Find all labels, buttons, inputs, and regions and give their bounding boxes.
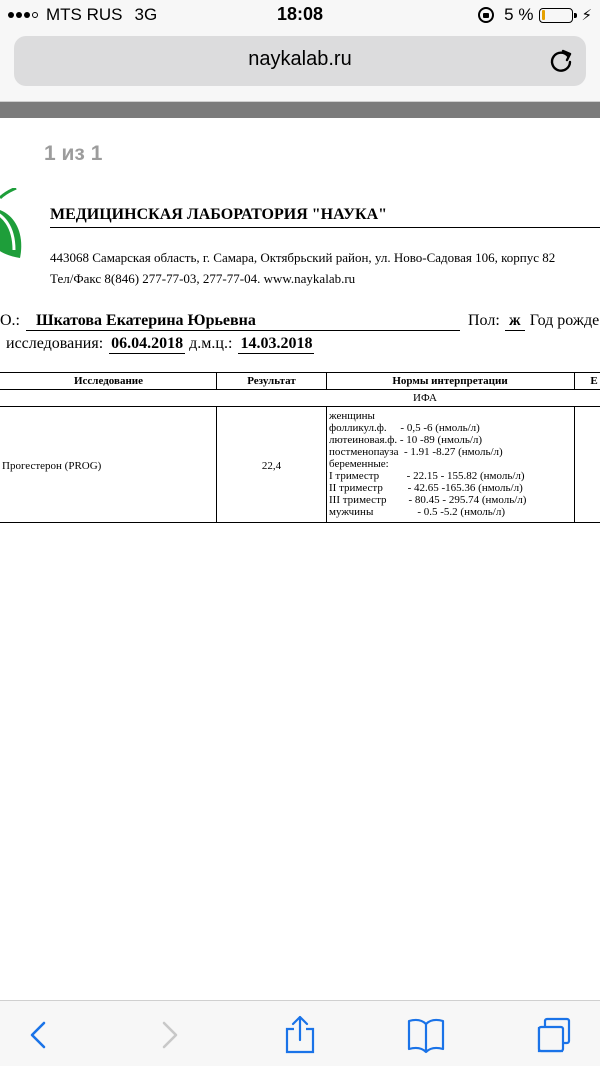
dates-line — [6, 335, 314, 354]
lab-name: МЕДИЦИНСКАЯ ЛАБОРАТОРИЯ "НАУКА" — [50, 206, 388, 223]
status-bar — [0, 0, 600, 30]
table-row — [0, 407, 600, 523]
birth-year-label: Год рожде — [529, 312, 600, 329]
back-icon[interactable] — [18, 1015, 58, 1055]
battery-percent: 5 % — [504, 5, 534, 24]
forward-icon[interactable] — [150, 1015, 190, 1055]
norm-line: мужчины - 0.5 -5.2 (нмоль/л) — [329, 506, 505, 518]
tabs-icon[interactable] — [534, 1015, 574, 1055]
sex-label: Пол: — [468, 312, 500, 329]
address-bar[interactable] — [14, 36, 586, 86]
table-header — [0, 373, 600, 390]
network-type: 3G — [134, 5, 158, 24]
header-rule — [50, 227, 600, 228]
page-counter: 1 из 1 — [44, 142, 103, 165]
study-name: Прогестерон (PROG) — [2, 460, 102, 472]
lab-phone: Тел/Факс 8(846) 277-77-03, 277-77-04. www.naykalab.ru — [50, 271, 356, 286]
group-row — [0, 390, 600, 407]
norm-line: лютеиновая.ф. - 10 -89 (нмоль/л) — [329, 434, 483, 446]
share-icon[interactable] — [280, 1015, 320, 1055]
norm-line: III триместр - 80.45 - 295.74 (нмоль/л) — [329, 494, 527, 506]
norm-line: беременные: — [329, 458, 389, 470]
patient-name: Шкатова Екатерина Юрьевна — [26, 312, 460, 331]
lab-address: 443068 Самарская область, г. Самара, Октябрьский район, ул. Ново-Садовая 106, корпус 82 — [50, 250, 556, 265]
clock: 18:08 — [276, 4, 324, 24]
page-separator — [0, 102, 600, 118]
reference-ranges — [329, 410, 526, 518]
lmp-label: д.м.ц.: — [189, 335, 233, 352]
group-label: ИФА — [413, 392, 437, 404]
status-right — [478, 5, 592, 25]
results-table — [0, 372, 600, 523]
reload-icon[interactable] — [546, 46, 576, 76]
study-date: 06.04.2018 — [111, 335, 184, 352]
charging-bolt-icon: ⚡ — [581, 7, 592, 24]
patient-line — [0, 312, 599, 331]
carrier-name: MTS RUS — [46, 5, 123, 24]
patient-sex: ж — [505, 312, 525, 331]
norm-line: II триместр - 42.65 -165.36 (нмоль/л) — [329, 482, 523, 494]
header-units: Е — [590, 375, 598, 387]
orientation-lock-icon — [478, 7, 494, 23]
header-result: Результат — [247, 375, 296, 387]
bookmarks-icon[interactable] — [406, 1015, 446, 1055]
url-text: naykalab.ru — [248, 48, 352, 70]
browser-header — [0, 30, 600, 102]
header-study: Исследование — [73, 375, 144, 387]
leaf-logo-icon — [0, 188, 26, 258]
header-norms: Нормы интерпретации — [392, 375, 508, 387]
norm-line: постменопауза - 1.91 -8.27 (нмоль/л) — [329, 446, 503, 458]
fio-label: О.: — [0, 312, 20, 329]
lmp-date: 14.03.2018 — [240, 335, 313, 352]
battery-icon — [539, 8, 573, 23]
norm-line: I триместр - 22.15 - 155.82 (нмоль/л) — [329, 470, 525, 482]
study-result: 22,4 — [261, 460, 282, 472]
browser-toolbar — [0, 1000, 600, 1066]
date-label: исследования: — [6, 335, 104, 352]
norm-line: женщины — [329, 410, 375, 422]
norm-line: фолликул.ф. - 0,5 -6 (нмоль/л) — [329, 422, 480, 434]
